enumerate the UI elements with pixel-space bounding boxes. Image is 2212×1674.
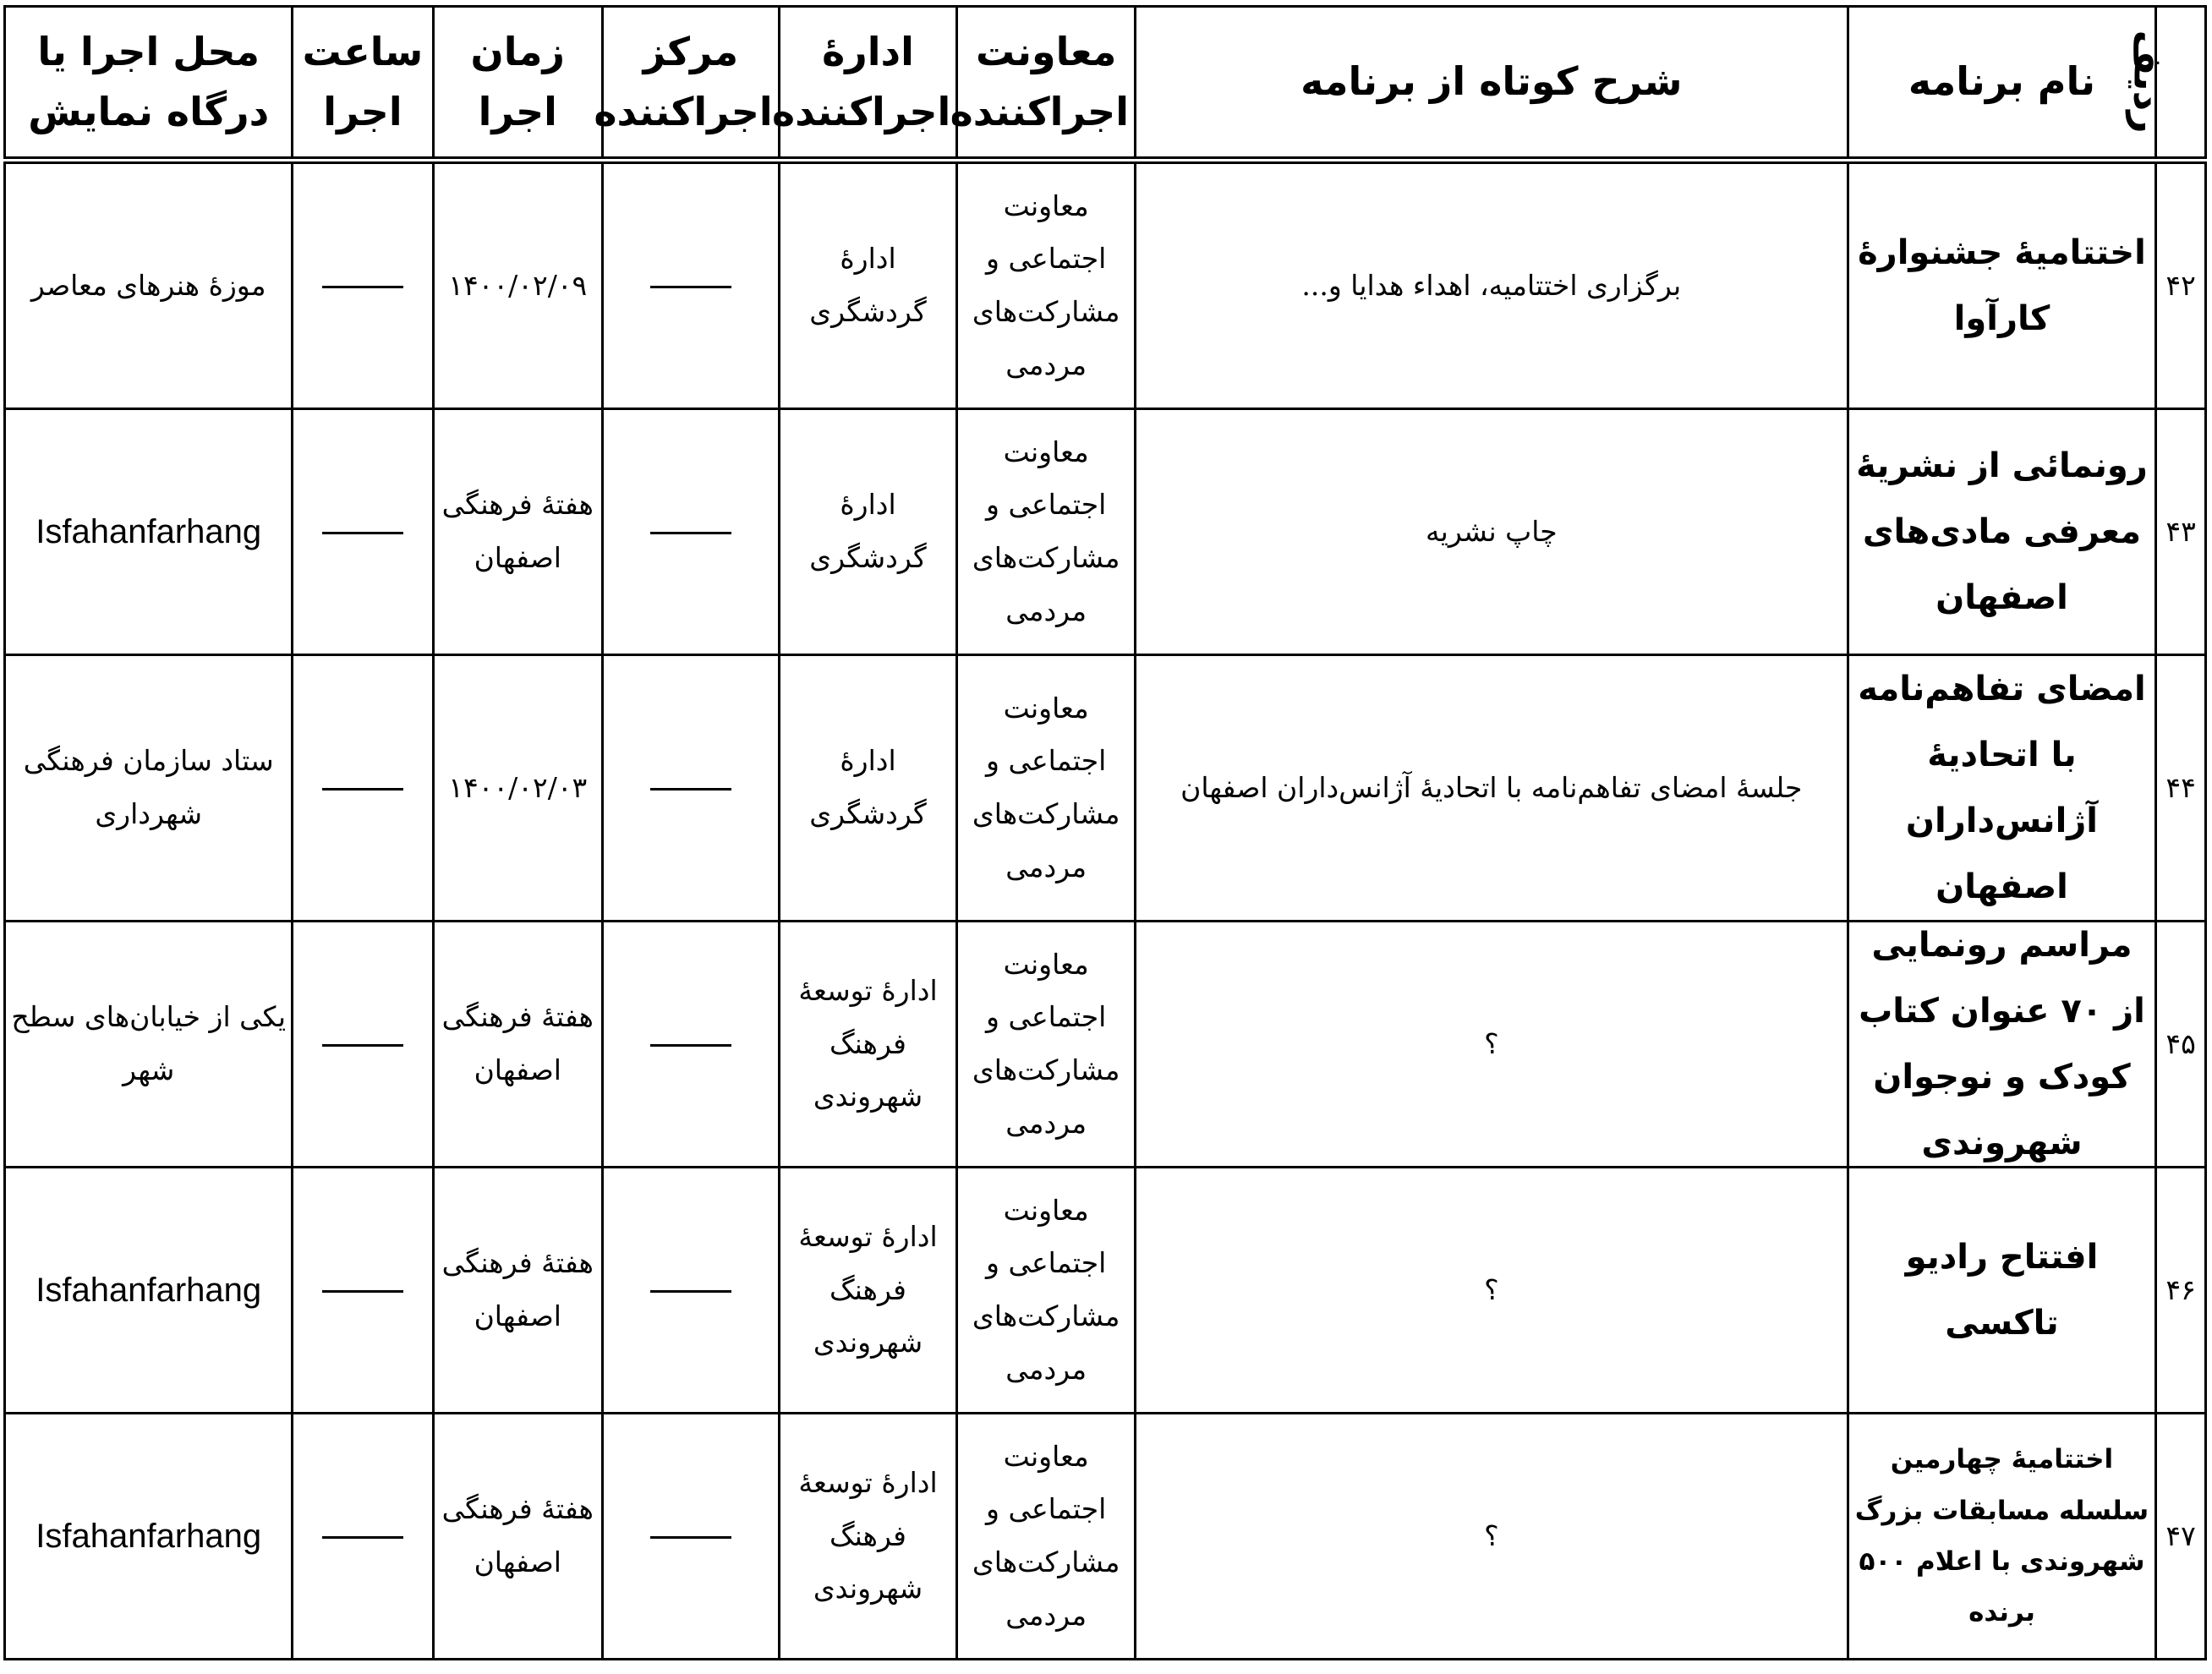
center-cell <box>603 655 780 922</box>
deputy-cell: معاونت اجتماعی و مشارکت‌های مردمی <box>957 161 1136 409</box>
empty-dash <box>650 532 731 534</box>
header-deputy: معاونت اجراکننده <box>957 7 1136 161</box>
deputy-cell: معاونت اجتماعی و مشارکت‌های مردمی <box>957 1414 1136 1660</box>
row-number: ۴۵ <box>2156 922 2206 1168</box>
hour-cell <box>293 1414 433 1660</box>
office-cell: ادارهٔ گردشگری <box>779 161 957 409</box>
row-number: ۴۶ <box>2156 1168 2206 1414</box>
center-cell <box>603 409 780 655</box>
program-name: اختتامیهٔ جشنوارهٔ کارآوا <box>1848 161 2156 409</box>
venue-cell: ستاد سازمان فرهنگی شهرداری <box>5 655 293 922</box>
table-row <box>5 409 2206 655</box>
header-row <box>5 7 2206 161</box>
program-name: اختتامیهٔ چهارمین سلسله مسابقات بزرگ شهروندی با اعلام ۵۰۰ برنده <box>1848 1414 2156 1660</box>
header-row-number: ردیف <box>2156 7 2206 161</box>
empty-dash <box>322 1536 403 1539</box>
empty-dash <box>322 788 403 790</box>
center-cell <box>603 1168 780 1414</box>
table-row <box>5 161 2206 409</box>
program-description: ؟ <box>1135 922 1848 1168</box>
program-description: جلسهٔ امضای تفاهم‌نامه با اتحادیهٔ آژانس‌داران اصفهان <box>1135 655 1848 922</box>
date-cell: هفتهٔ فرهنگی اصفهان <box>433 922 603 1168</box>
header-description: شرح کوتاه از برنامه <box>1135 7 1848 161</box>
deputy-cell: معاونت اجتماعی و مشارکت‌های مردمی <box>957 409 1136 655</box>
table-row <box>5 1414 2206 1660</box>
table-row <box>5 655 2206 922</box>
empty-dash <box>650 1536 731 1539</box>
office-cell: ادارهٔ توسعهٔ فرهنگ شهروندی <box>779 922 957 1168</box>
date-cell: هفتهٔ فرهنگی اصفهان <box>433 1168 603 1414</box>
program-table <box>3 5 2207 1660</box>
empty-dash <box>650 788 731 790</box>
hour-cell <box>293 161 433 409</box>
header-program-name: نام برنامه <box>1848 7 2156 161</box>
empty-dash <box>322 532 403 534</box>
row-number: ۴۲ <box>2156 161 2206 409</box>
header-hour: ساعت اجرا <box>293 7 433 161</box>
empty-dash <box>650 1290 731 1293</box>
program-description: چاپ نشریه <box>1135 409 1848 655</box>
program-table-page <box>3 5 2207 1669</box>
venue-cell: یکی از خیابان‌های سطح شهر <box>5 922 293 1168</box>
empty-dash <box>650 286 731 288</box>
office-cell: ادارهٔ گردشگری <box>779 409 957 655</box>
venue-cell: Isfahanfarhang <box>5 1168 293 1414</box>
date-cell: ۱۴۰۰/۰۲/۰۹ <box>433 161 603 409</box>
row-number: ۴۴ <box>2156 655 2206 922</box>
header-date: زمان اجرا <box>433 7 603 161</box>
empty-dash <box>322 1044 403 1047</box>
table-row <box>5 1168 2206 1414</box>
program-name: افتتاح رادیو تاکسی <box>1848 1168 2156 1414</box>
venue-cell: Isfahanfarhang <box>5 1414 293 1660</box>
program-name <box>1848 922 2156 1168</box>
program-description: ؟ <box>1135 1414 1848 1660</box>
empty-dash <box>322 1290 403 1293</box>
hour-cell <box>293 409 433 655</box>
deputy-cell: معاونت اجتماعی و مشارکت‌های مردمی <box>957 922 1136 1168</box>
hour-cell <box>293 922 433 1168</box>
program-description: برگزاری اختتامیه، اهداء هدایا و... <box>1135 161 1848 409</box>
header-office: ادارهٔ اجراکننده <box>779 7 957 161</box>
program-name: امضای تفاهم‌نامه با اتحادیهٔ آژانس‌داران اصفهان <box>1848 655 2156 922</box>
venue-cell: موزهٔ هنرهای معاصر <box>5 161 293 409</box>
office-cell: ادارهٔ توسعهٔ فرهنگ شهروندی <box>779 1414 957 1660</box>
center-cell <box>603 1414 780 1660</box>
hour-cell <box>293 1168 433 1414</box>
program-name: رونمائی از نشریهٔ معرفی مادی‌های اصفهان <box>1848 409 2156 655</box>
row-number: ۴۷ <box>2156 1414 2206 1660</box>
program-description: ؟ <box>1135 1168 1848 1414</box>
header-center: مرکز اجراکننده <box>603 7 780 161</box>
header-venue: محل اجرا یا درگاه نمایش <box>5 7 293 161</box>
program-name-text: مراسم رونمایی از ۷۰ عنوان کتاب کودک و نوجوان شهروندی <box>1859 926 2145 1162</box>
hour-cell <box>293 655 433 922</box>
row-number: ۴۳ <box>2156 409 2206 655</box>
venue-cell: Isfahanfarhang <box>5 409 293 655</box>
empty-dash <box>322 286 403 288</box>
empty-dash <box>650 1044 731 1047</box>
date-cell: هفتهٔ فرهنگی اصفهان <box>433 1414 603 1660</box>
deputy-cell: معاونت اجتماعی و مشارکت‌های مردمی <box>957 1168 1136 1414</box>
date-cell: ۱۴۰۰/۰۲/۰۳ <box>433 655 603 922</box>
center-cell <box>603 161 780 409</box>
date-cell: هفتهٔ فرهنگی اصفهان <box>433 409 603 655</box>
center-cell <box>603 922 780 1168</box>
table-row <box>5 922 2206 1168</box>
office-cell: ادارهٔ گردشگری <box>779 655 957 922</box>
office-cell: ادارهٔ توسعهٔ فرهنگ شهروندی <box>779 1168 957 1414</box>
deputy-cell: معاونت اجتماعی و مشارکت‌های مردمی <box>957 655 1136 922</box>
